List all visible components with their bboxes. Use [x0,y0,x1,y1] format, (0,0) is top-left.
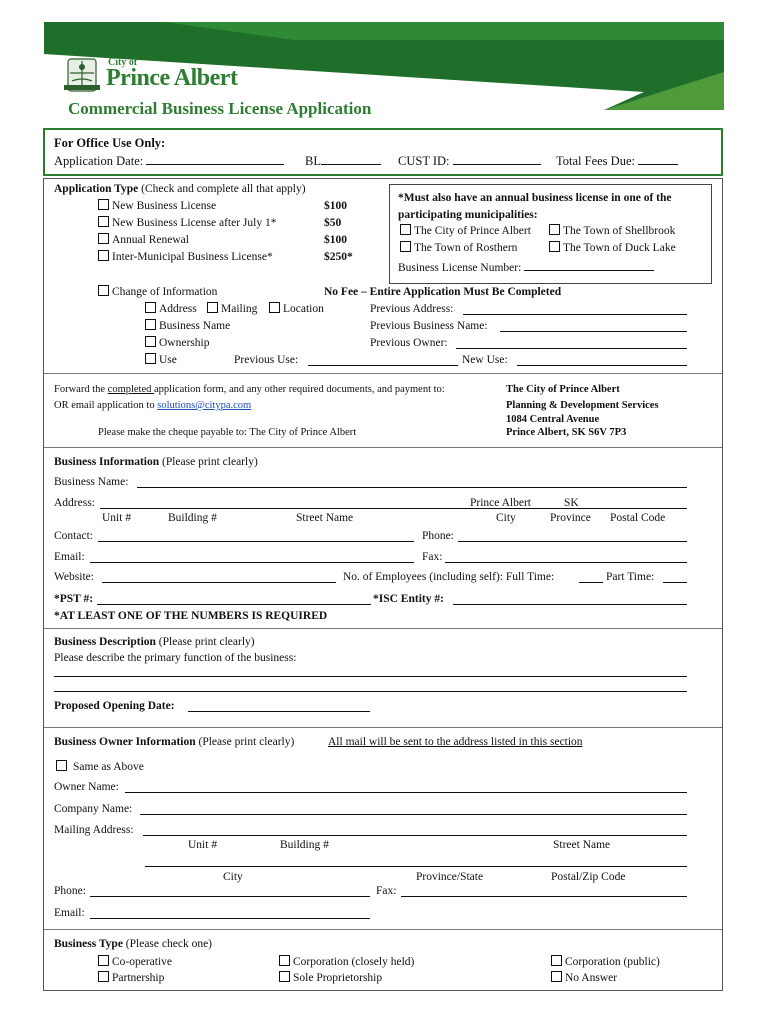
option-label: Corporation (closely held) [293,956,415,968]
website-field[interactable] [102,582,336,583]
option-label: Ownership [159,337,210,349]
divider [44,929,722,930]
type-co-operative[interactable] [98,955,172,969]
business-type-note: (Please check one) [125,938,213,950]
checkbox[interactable] [56,760,67,771]
municipality-label: The Town of Rosthern [414,242,518,254]
license-number-row [398,259,654,275]
checkbox[interactable] [98,955,109,966]
option-label: Address [159,303,197,315]
checkbox[interactable] [98,250,109,261]
previous-owner-field[interactable] [456,348,687,349]
business-email-field[interactable] [90,562,414,563]
employees-label: No. of Employees (including self): Full Time: [343,571,555,583]
owner-fax-label: Fax: [376,885,397,897]
previous-use-field[interactable] [308,365,458,366]
city-of-label: City of [108,57,138,68]
checkbox[interactable] [551,971,562,982]
city-name-logo: Prince Albert [106,65,238,91]
new-use-label: New Use: [462,354,508,366]
business-address-field[interactable] [100,508,687,509]
business-description-title: Business Description [54,636,156,648]
option-label: Mailing [221,303,258,315]
contact-label: Contact: [54,530,93,542]
type-no-answer[interactable] [551,971,617,985]
checkbox[interactable] [98,285,109,296]
part-time-field[interactable] [663,582,687,583]
checkbox[interactable] [145,319,156,330]
same-as-above-option[interactable] [56,760,144,774]
checkbox[interactable] [207,302,218,313]
type-corporation-public[interactable] [551,955,660,969]
opening-date-label: Proposed Opening Date: [54,700,175,712]
mail-address-line4: Prince Albert, SK S6V 7P3 [506,427,627,438]
application-type-heading [54,182,306,196]
license-number-field[interactable] [524,259,654,271]
option-label: Same as Above [73,761,144,773]
owner-province-caption: Province/State [416,871,484,883]
business-phone-field[interactable] [458,541,687,542]
municipality-label: The Town of Shellbrook [563,225,676,237]
checkbox[interactable] [279,955,290,966]
cheque-instructions: Please make the cheque payable to: The City of Prince Albert [98,427,357,438]
checkbox[interactable] [549,224,560,235]
owner-name-label: Owner Name: [54,781,119,793]
phone-label: Phone: [422,530,454,542]
divider [44,727,722,728]
checkbox[interactable] [98,199,109,210]
bl-label: BL [305,154,321,168]
business-name-label: Business Name: [54,476,129,488]
checkbox[interactable] [145,302,156,313]
previous-business-field[interactable] [500,331,687,332]
business-info-heading [54,455,258,469]
unit-caption: Unit # [102,512,132,524]
forward-text-rest: application form, and any other required documents, and payment to: [154,384,445,395]
business-description-note: (Please print clearly) [158,636,255,648]
change-business-name[interactable] [145,319,230,333]
business-description-line-1[interactable] [54,676,687,677]
checkbox[interactable] [400,224,411,235]
pst-label: *PST #: [54,593,94,605]
option-new-license-after-july[interactable] [98,216,276,230]
owner-building-caption: Building # [280,839,329,851]
owner-city-province-field[interactable] [145,866,687,867]
prefilled-province: SK [564,497,579,509]
business-type-heading [54,937,212,951]
opening-date-field[interactable] [188,711,370,712]
previous-use-label: Previous Use: [234,354,299,366]
mail-address-note: All mail will be sent to the address listed in this section [328,736,583,748]
cust-id-label: CUST ID: [398,154,450,168]
contact-field[interactable] [98,541,414,542]
forward-completed: completed [107,384,155,395]
mail-address-line1: The City of Prince Albert [506,384,620,395]
isc-label: *ISC Entity #: [373,593,444,605]
owner-email-label: Email: [54,907,85,919]
option-annual-renewal[interactable] [98,233,189,247]
bl-row [305,153,381,168]
business-type-title: Business Type [54,938,123,950]
prefilled-city: Prince Albert [470,497,531,509]
previous-owner-label: Previous Owner: [370,337,448,349]
business-fax-field[interactable] [445,562,687,563]
business-info-note: (Please print clearly) [162,456,258,468]
fax-label: Fax: [422,551,443,563]
change-ownership[interactable] [145,336,209,350]
submission-email-link[interactable]: solutions@citypa.com [157,400,252,411]
option-label: No Answer [565,972,618,984]
mail-address-line3: 1084 Central Avenue [506,414,600,425]
business-info-title: Business Information [54,456,160,468]
divider [44,628,722,629]
office-use-heading: For Office Use Only: [54,136,166,150]
mailing-address-label: Mailing Address: [54,824,134,836]
checkbox[interactable] [549,241,560,252]
change-mailing[interactable] [207,302,257,316]
total-fees-row [556,153,678,168]
municipality-rosthern[interactable] [400,241,517,255]
email-label: Email: [54,551,85,563]
municipality-prince-albert[interactable] [400,224,531,238]
business-description-line-2[interactable] [54,691,687,692]
municipality-shellbrook[interactable] [549,224,675,238]
checkbox[interactable] [98,971,109,982]
building-caption: Building # [168,512,217,524]
email-text: OR email application to [54,400,158,411]
option-label: Sole Proprietorship [293,972,383,984]
option-label: Change of Information [112,286,218,298]
application-type-note: (Check and complete all that apply) [141,183,306,195]
option-label: Business Name [159,320,231,332]
previous-address-field[interactable] [463,314,687,315]
option-label: Annual Renewal [112,234,189,246]
owner-phone-label: Phone: [54,885,86,897]
cust-id-field[interactable] [453,153,541,165]
owner-info-note: (Please print clearly) [198,736,295,748]
option-label: Corporation (public) [565,956,660,968]
total-fees-label: Total Fees Due: [556,154,635,168]
municipality-duck-lake[interactable] [549,241,676,255]
owner-phone-field[interactable] [90,896,370,897]
city-caption: City [496,512,516,524]
company-name-label: Company Name: [54,803,133,815]
checkbox[interactable] [279,971,290,982]
mailing-address-field[interactable] [143,835,687,836]
full-time-field[interactable] [579,582,603,583]
previous-business-label: Previous Business Name: [370,320,488,332]
checkbox[interactable] [145,336,156,347]
inter-municipal-note-line2: participating municipalities: [398,209,538,221]
postal-caption: Postal Code [610,512,666,524]
application-date-row [54,153,284,168]
option-label: Location [283,303,324,315]
form-title: Commercial Business License Application [68,99,372,118]
owner-city-caption: City [223,871,243,883]
license-number-label: Business License Number: [398,262,522,274]
change-location[interactable] [269,302,324,316]
owner-street-caption: Street Name [553,839,611,851]
option-new-license[interactable] [98,199,216,213]
business-name-field[interactable] [137,487,687,488]
fee-inter-municipal: $250* [324,251,353,263]
option-label: Inter-Municipal Business License* [112,251,273,263]
fee-new-license: $100 [324,200,347,212]
fee-annual-renewal: $100 [324,234,347,246]
checkbox[interactable] [145,353,156,364]
option-label: Use [159,354,177,366]
type-partnership[interactable] [98,971,164,985]
option-change-of-information[interactable] [98,285,217,299]
owner-fax-field[interactable] [401,896,687,897]
municipality-label: The Town of Duck Lake [563,242,676,254]
forward-text: Forward the [54,384,108,395]
forward-instructions [54,383,445,397]
checkbox[interactable] [98,216,109,227]
option-inter-municipal[interactable] [98,250,273,264]
option-label: Co-operative [112,956,173,968]
municipality-label: The City of Prince Albert [414,225,531,237]
checkbox[interactable] [400,241,411,252]
business-description-prompt: Please describe the primary function of the business: [54,652,297,664]
application-date-field[interactable] [146,153,284,165]
change-address[interactable] [145,302,197,316]
owner-info-title: Business Owner Information [54,736,196,748]
application-type-title: Application Type [54,183,139,195]
no-fee-note: No Fee – Entire Application Must Be Completed [324,286,562,298]
checkbox[interactable] [551,955,562,966]
website-label: Website: [54,571,94,583]
total-fees-field[interactable] [638,153,678,165]
previous-address-label: Previous Address: [370,303,454,315]
cust-id-row [398,153,541,168]
change-use[interactable] [145,353,177,367]
inter-municipal-note-line1: *Must also have an annual business license in one of the [398,192,672,204]
owner-name-field[interactable] [125,792,687,793]
checkbox[interactable] [269,302,280,313]
mail-address-line2: Planning & Development Services [506,400,659,411]
province-caption: Province [550,512,591,524]
owner-postal-caption: Postal/Zip Code [551,871,626,883]
option-label: New Business License [112,200,217,212]
option-label: New Business License after July 1* [112,217,277,229]
business-description-heading [54,635,255,649]
owner-unit-caption: Unit # [188,839,218,851]
option-label: Partnership [112,972,165,984]
checkbox[interactable] [98,233,109,244]
company-name-field[interactable] [140,814,687,815]
address-label: Address: [54,497,95,509]
isc-field[interactable] [453,604,687,605]
bl-field[interactable] [321,153,381,165]
type-corporation-closely-held[interactable] [279,955,414,969]
type-sole-proprietorship[interactable] [279,971,382,985]
divider [44,373,722,374]
new-use-field[interactable] [517,365,687,366]
part-time-label: Part Time: [606,571,655,583]
owner-info-heading [54,735,294,749]
owner-email-field[interactable] [90,918,370,919]
application-date-label: Application Date: [54,154,144,168]
email-instructions [54,399,251,413]
pst-field[interactable] [97,604,371,605]
fee-after-july: $50 [324,217,342,229]
city-crest-logo [62,55,102,95]
street-caption: Street Name [296,512,354,524]
divider [44,447,722,448]
numbers-required-note: *AT LEAST ONE OF THE NUMBERS IS REQUIRED [54,610,328,622]
